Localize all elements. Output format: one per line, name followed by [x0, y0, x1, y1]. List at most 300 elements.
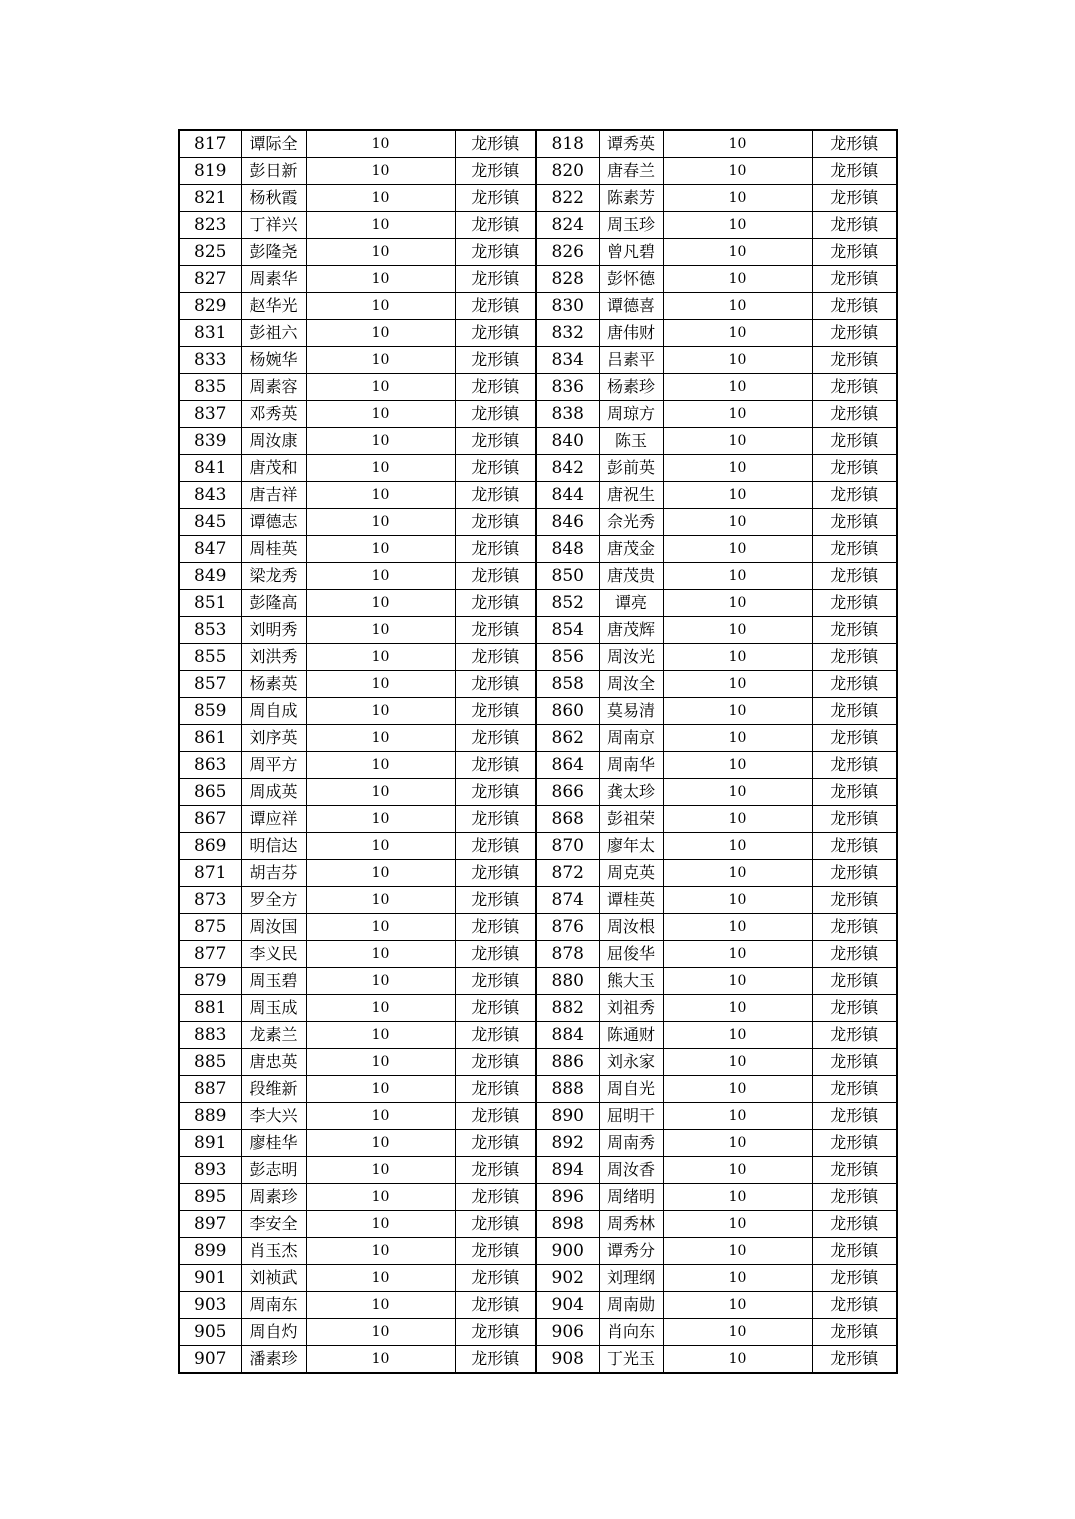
cell-serial-number: 837	[179, 401, 241, 428]
table-row	[179, 968, 897, 995]
cell-amount: 10	[663, 347, 812, 374]
cell-serial-number: 873	[179, 887, 241, 914]
cell-amount: 10	[306, 671, 455, 698]
cell-serial-number: 836	[536, 374, 599, 401]
cell-serial-number: 829	[179, 293, 241, 320]
cell-recipient-name: 杨婉华	[241, 347, 306, 374]
cell-serial-number: 856	[536, 644, 599, 671]
cell-recipient-name: 周南勋	[599, 1292, 663, 1319]
cell-township: 龙形镇	[455, 590, 536, 617]
table-row	[179, 590, 897, 617]
cell-serial-number: 844	[536, 482, 599, 509]
cell-recipient-name: 丁祥兴	[241, 212, 306, 239]
table-row	[179, 1076, 897, 1103]
cell-township: 龙形镇	[812, 1022, 897, 1049]
cell-amount: 10	[663, 725, 812, 752]
cell-serial-number: 891	[179, 1130, 241, 1157]
cell-township: 龙形镇	[812, 428, 897, 455]
cell-recipient-name: 熊大玉	[599, 968, 663, 995]
table-row	[179, 1238, 897, 1265]
cell-township: 龙形镇	[455, 130, 536, 158]
table-row	[179, 1157, 897, 1184]
cell-recipient-name: 周汝国	[241, 914, 306, 941]
cell-recipient-name: 陈通财	[599, 1022, 663, 1049]
cell-recipient-name: 刘理纲	[599, 1265, 663, 1292]
table-row	[179, 1184, 897, 1211]
cell-township: 龙形镇	[812, 941, 897, 968]
table-row	[179, 1022, 897, 1049]
cell-recipient-name: 周南华	[599, 752, 663, 779]
cell-recipient-name: 周绪明	[599, 1184, 663, 1211]
cell-township: 龙形镇	[455, 617, 536, 644]
cell-amount: 10	[306, 590, 455, 617]
cell-recipient-name: 刘永家	[599, 1049, 663, 1076]
cell-serial-number: 908	[536, 1346, 599, 1374]
cell-recipient-name: 唐茂金	[599, 536, 663, 563]
cell-amount: 10	[306, 509, 455, 536]
cell-recipient-name: 谭桂英	[599, 887, 663, 914]
cell-amount: 10	[306, 130, 455, 158]
cell-amount: 10	[663, 1157, 812, 1184]
table-row	[179, 158, 897, 185]
cell-township: 龙形镇	[812, 644, 897, 671]
cell-recipient-name: 周自灼	[241, 1319, 306, 1346]
cell-serial-number: 849	[179, 563, 241, 590]
cell-serial-number: 835	[179, 374, 241, 401]
cell-amount: 10	[663, 968, 812, 995]
cell-amount: 10	[306, 239, 455, 266]
cell-recipient-name: 屈俊华	[599, 941, 663, 968]
table-row	[179, 1130, 897, 1157]
cell-township: 龙形镇	[812, 401, 897, 428]
cell-serial-number: 858	[536, 671, 599, 698]
cell-recipient-name: 唐茂辉	[599, 617, 663, 644]
cell-amount: 10	[663, 752, 812, 779]
cell-amount: 10	[663, 374, 812, 401]
cell-recipient-name: 谭应祥	[241, 806, 306, 833]
cell-township: 龙形镇	[812, 1346, 897, 1374]
cell-serial-number: 876	[536, 914, 599, 941]
cell-recipient-name: 彭志明	[241, 1157, 306, 1184]
cell-serial-number: 855	[179, 644, 241, 671]
cell-township: 龙形镇	[812, 1211, 897, 1238]
table-row	[179, 185, 897, 212]
cell-township: 龙形镇	[812, 590, 897, 617]
cell-township: 龙形镇	[455, 1022, 536, 1049]
cell-serial-number: 897	[179, 1211, 241, 1238]
cell-township: 龙形镇	[812, 1157, 897, 1184]
cell-serial-number: 885	[179, 1049, 241, 1076]
cell-serial-number: 880	[536, 968, 599, 995]
cell-serial-number: 903	[179, 1292, 241, 1319]
cell-recipient-name: 唐茂和	[241, 455, 306, 482]
cell-recipient-name: 周素珍	[241, 1184, 306, 1211]
roster-table	[178, 129, 898, 1374]
cell-township: 龙形镇	[455, 887, 536, 914]
cell-serial-number: 895	[179, 1184, 241, 1211]
cell-township: 龙形镇	[455, 833, 536, 860]
cell-recipient-name: 周自成	[241, 698, 306, 725]
cell-serial-number: 840	[536, 428, 599, 455]
cell-serial-number: 863	[179, 752, 241, 779]
cell-recipient-name: 周玉碧	[241, 968, 306, 995]
cell-serial-number: 850	[536, 563, 599, 590]
cell-recipient-name: 刘序英	[241, 725, 306, 752]
cell-recipient-name: 唐茂贵	[599, 563, 663, 590]
table-row	[179, 860, 897, 887]
cell-amount: 10	[306, 158, 455, 185]
cell-serial-number: 900	[536, 1238, 599, 1265]
cell-amount: 10	[306, 1049, 455, 1076]
cell-township: 龙形镇	[812, 1103, 897, 1130]
cell-amount: 10	[306, 185, 455, 212]
cell-recipient-name: 廖年太	[599, 833, 663, 860]
table-row	[179, 1265, 897, 1292]
cell-serial-number: 842	[536, 455, 599, 482]
cell-amount: 10	[306, 1076, 455, 1103]
cell-recipient-name: 周汝光	[599, 644, 663, 671]
cell-amount: 10	[306, 752, 455, 779]
cell-amount: 10	[663, 698, 812, 725]
cell-township: 龙形镇	[455, 212, 536, 239]
cell-recipient-name: 谭德志	[241, 509, 306, 536]
cell-township: 龙形镇	[812, 833, 897, 860]
cell-amount: 10	[663, 590, 812, 617]
table-row	[179, 887, 897, 914]
cell-recipient-name: 肖玉杰	[241, 1238, 306, 1265]
cell-recipient-name: 刘祯武	[241, 1265, 306, 1292]
table-row	[179, 1319, 897, 1346]
cell-serial-number: 848	[536, 536, 599, 563]
cell-serial-number: 869	[179, 833, 241, 860]
table-row	[179, 374, 897, 401]
table-row	[179, 1292, 897, 1319]
table-row	[179, 833, 897, 860]
cell-amount: 10	[663, 266, 812, 293]
cell-amount: 10	[663, 644, 812, 671]
cell-serial-number: 823	[179, 212, 241, 239]
cell-township: 龙形镇	[812, 1049, 897, 1076]
cell-recipient-name: 周克英	[599, 860, 663, 887]
cell-amount: 10	[663, 887, 812, 914]
cell-recipient-name: 唐春兰	[599, 158, 663, 185]
table-row	[179, 779, 897, 806]
cell-township: 龙形镇	[812, 212, 897, 239]
cell-serial-number: 882	[536, 995, 599, 1022]
cell-township: 龙形镇	[455, 725, 536, 752]
cell-amount: 10	[663, 860, 812, 887]
cell-township: 龙形镇	[455, 671, 536, 698]
cell-serial-number: 839	[179, 428, 241, 455]
cell-serial-number: 902	[536, 1265, 599, 1292]
cell-serial-number: 871	[179, 860, 241, 887]
table-row	[179, 293, 897, 320]
cell-amount: 10	[306, 914, 455, 941]
cell-serial-number: 860	[536, 698, 599, 725]
cell-township: 龙形镇	[812, 536, 897, 563]
cell-amount: 10	[663, 1238, 812, 1265]
cell-amount: 10	[663, 185, 812, 212]
cell-township: 龙形镇	[455, 1238, 536, 1265]
cell-serial-number: 862	[536, 725, 599, 752]
cell-recipient-name: 龚太珍	[599, 779, 663, 806]
cell-township: 龙形镇	[812, 968, 897, 995]
table-row	[179, 1049, 897, 1076]
cell-township: 龙形镇	[455, 1346, 536, 1374]
cell-amount: 10	[306, 1319, 455, 1346]
cell-amount: 10	[663, 1103, 812, 1130]
table-row	[179, 320, 897, 347]
cell-serial-number: 904	[536, 1292, 599, 1319]
cell-recipient-name: 周秀林	[599, 1211, 663, 1238]
cell-amount: 10	[663, 212, 812, 239]
cell-township: 龙形镇	[812, 374, 897, 401]
cell-amount: 10	[663, 1346, 812, 1374]
cell-township: 龙形镇	[455, 455, 536, 482]
cell-recipient-name: 莫易清	[599, 698, 663, 725]
cell-recipient-name: 周汝香	[599, 1157, 663, 1184]
cell-recipient-name: 唐吉祥	[241, 482, 306, 509]
cell-township: 龙形镇	[455, 320, 536, 347]
table-row	[179, 266, 897, 293]
cell-township: 龙形镇	[455, 158, 536, 185]
cell-township: 龙形镇	[455, 374, 536, 401]
cell-serial-number: 881	[179, 995, 241, 1022]
cell-amount: 10	[306, 347, 455, 374]
cell-township: 龙形镇	[812, 752, 897, 779]
cell-township: 龙形镇	[812, 320, 897, 347]
table-row	[179, 995, 897, 1022]
cell-township: 龙形镇	[812, 158, 897, 185]
cell-recipient-name: 周南东	[241, 1292, 306, 1319]
cell-amount: 10	[663, 1292, 812, 1319]
cell-township: 龙形镇	[455, 779, 536, 806]
cell-amount: 10	[306, 725, 455, 752]
cell-recipient-name: 李义民	[241, 941, 306, 968]
cell-township: 龙形镇	[455, 428, 536, 455]
cell-township: 龙形镇	[455, 509, 536, 536]
cell-amount: 10	[663, 158, 812, 185]
cell-township: 龙形镇	[455, 860, 536, 887]
cell-serial-number: 818	[536, 130, 599, 158]
cell-township: 龙形镇	[812, 887, 897, 914]
cell-serial-number: 824	[536, 212, 599, 239]
cell-amount: 10	[306, 833, 455, 860]
cell-amount: 10	[306, 1346, 455, 1374]
cell-serial-number: 906	[536, 1319, 599, 1346]
table-row	[179, 130, 897, 158]
cell-serial-number: 822	[536, 185, 599, 212]
roster-table-body	[179, 130, 897, 1373]
cell-township: 龙形镇	[812, 1238, 897, 1265]
cell-township: 龙形镇	[455, 1103, 536, 1130]
table-row	[179, 752, 897, 779]
cell-township: 龙形镇	[812, 617, 897, 644]
cell-serial-number: 834	[536, 347, 599, 374]
cell-serial-number: 845	[179, 509, 241, 536]
cell-serial-number: 896	[536, 1184, 599, 1211]
cell-amount: 10	[663, 455, 812, 482]
cell-serial-number: 907	[179, 1346, 241, 1374]
cell-township: 龙形镇	[455, 1184, 536, 1211]
cell-township: 龙形镇	[812, 1292, 897, 1319]
cell-recipient-name: 谭德喜	[599, 293, 663, 320]
cell-amount: 10	[663, 509, 812, 536]
cell-recipient-name: 周素华	[241, 266, 306, 293]
cell-recipient-name: 唐祝生	[599, 482, 663, 509]
cell-township: 龙形镇	[455, 401, 536, 428]
cell-recipient-name: 周玉成	[241, 995, 306, 1022]
cell-amount: 10	[306, 644, 455, 671]
cell-amount: 10	[306, 860, 455, 887]
cell-amount: 10	[663, 428, 812, 455]
cell-serial-number: 865	[179, 779, 241, 806]
cell-township: 龙形镇	[812, 1130, 897, 1157]
cell-township: 龙形镇	[455, 941, 536, 968]
cell-recipient-name: 李大兴	[241, 1103, 306, 1130]
cell-township: 龙形镇	[455, 239, 536, 266]
cell-serial-number: 833	[179, 347, 241, 374]
cell-serial-number: 826	[536, 239, 599, 266]
cell-township: 龙形镇	[812, 914, 897, 941]
cell-recipient-name: 段维新	[241, 1076, 306, 1103]
cell-amount: 10	[306, 428, 455, 455]
cell-amount: 10	[663, 293, 812, 320]
cell-serial-number: 825	[179, 239, 241, 266]
cell-township: 龙形镇	[455, 1265, 536, 1292]
cell-serial-number: 827	[179, 266, 241, 293]
cell-recipient-name: 罗全方	[241, 887, 306, 914]
cell-serial-number: 846	[536, 509, 599, 536]
cell-township: 龙形镇	[455, 1049, 536, 1076]
cell-amount: 10	[663, 563, 812, 590]
cell-amount: 10	[663, 1184, 812, 1211]
cell-recipient-name: 周琼方	[599, 401, 663, 428]
cell-recipient-name: 梁龙秀	[241, 563, 306, 590]
cell-recipient-name: 彭日新	[241, 158, 306, 185]
cell-serial-number: 866	[536, 779, 599, 806]
cell-amount: 10	[663, 320, 812, 347]
cell-recipient-name: 刘洪秀	[241, 644, 306, 671]
cell-serial-number: 878	[536, 941, 599, 968]
cell-amount: 10	[663, 995, 812, 1022]
cell-serial-number: 888	[536, 1076, 599, 1103]
cell-township: 龙形镇	[455, 1130, 536, 1157]
cell-serial-number: 867	[179, 806, 241, 833]
cell-amount: 10	[663, 617, 812, 644]
table-row	[179, 941, 897, 968]
cell-recipient-name: 谭秀分	[599, 1238, 663, 1265]
cell-serial-number: 877	[179, 941, 241, 968]
cell-recipient-name: 廖桂华	[241, 1130, 306, 1157]
cell-amount: 10	[306, 1292, 455, 1319]
cell-recipient-name: 彭祖六	[241, 320, 306, 347]
cell-recipient-name: 周自光	[599, 1076, 663, 1103]
cell-amount: 10	[663, 914, 812, 941]
cell-serial-number: 864	[536, 752, 599, 779]
cell-recipient-name: 曾凡碧	[599, 239, 663, 266]
cell-amount: 10	[663, 833, 812, 860]
table-row	[179, 347, 897, 374]
cell-recipient-name: 周素容	[241, 374, 306, 401]
table-row	[179, 455, 897, 482]
cell-serial-number: 901	[179, 1265, 241, 1292]
cell-amount: 10	[306, 779, 455, 806]
cell-recipient-name: 赵华光	[241, 293, 306, 320]
cell-recipient-name: 屈明干	[599, 1103, 663, 1130]
cell-recipient-name: 肖向东	[599, 1319, 663, 1346]
cell-amount: 10	[663, 941, 812, 968]
cell-serial-number: 874	[536, 887, 599, 914]
cell-recipient-name: 周成英	[241, 779, 306, 806]
cell-serial-number: 872	[536, 860, 599, 887]
cell-recipient-name: 唐忠英	[241, 1049, 306, 1076]
cell-recipient-name: 周汝全	[599, 671, 663, 698]
cell-recipient-name: 彭祖荣	[599, 806, 663, 833]
cell-township: 龙形镇	[812, 779, 897, 806]
cell-serial-number: 828	[536, 266, 599, 293]
cell-amount: 10	[663, 239, 812, 266]
cell-township: 龙形镇	[812, 130, 897, 158]
cell-amount: 10	[663, 671, 812, 698]
cell-serial-number: 884	[536, 1022, 599, 1049]
cell-serial-number: 857	[179, 671, 241, 698]
cell-recipient-name: 周南京	[599, 725, 663, 752]
cell-serial-number: 838	[536, 401, 599, 428]
cell-serial-number: 821	[179, 185, 241, 212]
cell-serial-number: 847	[179, 536, 241, 563]
cell-recipient-name: 明信达	[241, 833, 306, 860]
table-row	[179, 536, 897, 563]
cell-amount: 10	[306, 374, 455, 401]
cell-recipient-name: 周汝康	[241, 428, 306, 455]
cell-township: 龙形镇	[812, 563, 897, 590]
cell-recipient-name: 吕素平	[599, 347, 663, 374]
cell-recipient-name: 刘祖秀	[599, 995, 663, 1022]
cell-township: 龙形镇	[455, 806, 536, 833]
cell-amount: 10	[663, 1022, 812, 1049]
cell-township: 龙形镇	[455, 644, 536, 671]
cell-serial-number: 905	[179, 1319, 241, 1346]
cell-amount: 10	[663, 1130, 812, 1157]
cell-township: 龙形镇	[812, 1184, 897, 1211]
cell-serial-number: 851	[179, 590, 241, 617]
cell-amount: 10	[306, 1103, 455, 1130]
cell-serial-number: 819	[179, 158, 241, 185]
cell-amount: 10	[306, 1238, 455, 1265]
cell-amount: 10	[663, 1319, 812, 1346]
cell-serial-number: 854	[536, 617, 599, 644]
cell-serial-number: 890	[536, 1103, 599, 1130]
cell-township: 龙形镇	[812, 806, 897, 833]
cell-township: 龙形镇	[455, 1076, 536, 1103]
cell-amount: 10	[306, 995, 455, 1022]
cell-recipient-name: 杨素珍	[599, 374, 663, 401]
cell-recipient-name: 胡吉芬	[241, 860, 306, 887]
cell-township: 龙形镇	[812, 1319, 897, 1346]
cell-recipient-name: 彭前英	[599, 455, 663, 482]
cell-amount: 10	[663, 130, 812, 158]
cell-serial-number: 868	[536, 806, 599, 833]
cell-township: 龙形镇	[455, 1211, 536, 1238]
table-row	[179, 563, 897, 590]
cell-serial-number: 820	[536, 158, 599, 185]
cell-serial-number: 893	[179, 1157, 241, 1184]
table-row	[179, 401, 897, 428]
cell-township: 龙形镇	[812, 1076, 897, 1103]
cell-township: 龙形镇	[455, 266, 536, 293]
cell-amount: 10	[306, 563, 455, 590]
